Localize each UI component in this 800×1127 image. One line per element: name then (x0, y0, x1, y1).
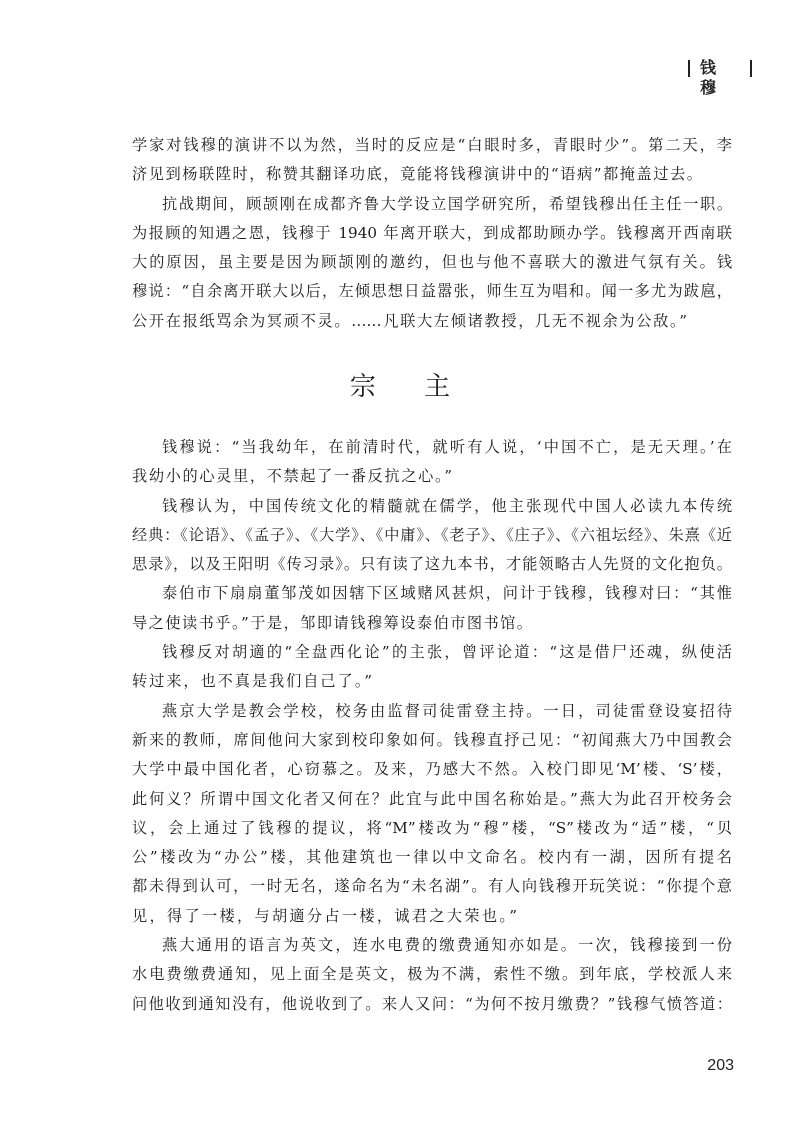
text-block-section (132, 433, 732, 1019)
text-line: 济见到杨联陞时，称赞其翻译功底，竟能将钱穆演讲中的“语病”都掩盖过去。 (132, 165, 702, 184)
text-line: 公开在报纸骂余为冥顽不灵。……凡联大左倾诸教授，几无不视余为公敌。” (132, 311, 687, 330)
section-heading: 宗 主 (349, 372, 471, 402)
text-line: 此何义？所谓中国文化者又何在？此宜与此中国名称始是。”燕大为此召开校务会 (132, 789, 732, 808)
header-left-rule (688, 60, 690, 77)
chapter-title: 钱 穆 (700, 58, 723, 97)
text-line: 燕大通用的语言为英文，连水电费的缴费通知亦如是。一次，钱穆接到一份 (162, 936, 732, 955)
text-line: 钱穆认为，中国传统文化的精髓就在儒学，他主张现代中国人必读九本传统 (162, 496, 732, 515)
text-line: 都未得到认可，一时无名，遂命名为“未名湖”。有人向钱穆开玩笑说：“你提个意 (132, 877, 732, 896)
text-line: 泰伯市下扇扇董邹茂如因辖下区域赌风甚炽，问计于钱穆，钱穆对曰：“其惟 (162, 584, 732, 603)
text-line: 为报顾的知遇之恩，钱穆于 1940 年离开联大，到成都助顾办学。钱穆离开西南联 (132, 223, 732, 242)
text-line: 导之使读书乎。”于是，邹即请钱穆筹设泰伯市图书馆。 (132, 613, 532, 632)
text-line: 经典：《论语》、《孟子》、《大学》、《中庸》、《老子》、《庄子》、《六祖坛经》、朱熹《近 (132, 525, 732, 544)
text-line: 学家对钱穆的演讲不以为然，当时的反应是“白眼时多，青眼时少”。第二天，李 (132, 136, 732, 154)
text-line: 问他收到通知没有，他说收到了。来人又问：“为何不按月缴费？”钱穆气愤答道： (132, 994, 732, 1013)
text-line: 公”楼改为“办公”楼，其他建筑也一律以中文命名。校内有一湖，因所有提名 (132, 848, 732, 867)
text-line: 穆说：“自余离开联大以后，左倾思想日益嚣张，师生互为唱和。闻一多尤为跋扈， (132, 282, 732, 301)
text-line: 见，得了一楼，与胡適分占一楼，诚君之大荣也。” (132, 906, 517, 925)
text-line: 议，会上通过了钱穆的提议，将“M”楼改为“穆”楼，“S”楼改为“适”楼，“贝 (132, 818, 732, 837)
text-line: 新来的教师，席间他问大家到校印象如何。钱穆直抒己见：“初闻燕大乃中国教会 (132, 730, 732, 749)
text-line: 大的原因，虽主要是因为顾颉刚的邀约，但也与他不喜联大的激进气氛有关。钱 (132, 253, 732, 272)
header-right-rule (750, 60, 752, 77)
text-line: 转过来，也不真是我们自己了。” (132, 672, 372, 691)
text-line: 水电费缴费通知，见上面全是英文，极为不满，索性不缴。到年底，学校派人来 (132, 965, 732, 984)
text-line: 我幼小的心灵里，不禁起了一番反抗之心。” (132, 467, 452, 486)
text-line: 钱穆反对胡適的“全盘西化论”的主张，曾评论道：“这是借尸还魂，纵使活 (162, 643, 732, 662)
text-line: 大学中最中国化者，心窃慕之。及来，乃感大不然。入校门即见‘M’楼、‘S’楼， (132, 760, 732, 779)
text-line: 钱穆说：“当我幼年，在前清时代，就听有人说，‘中国不亡，是无天理。’在 (162, 438, 732, 456)
text-line: 燕京大学是教会学校，校务由监督司徒雷登主持。一日，司徒雷登设宴招待 (162, 701, 732, 720)
running-header (0, 58, 800, 97)
text-line: 抗战期间，顾颉刚在成都齐鲁大学设立国学研究所，希望钱穆出任主任一职。 (162, 194, 732, 213)
page-number: 203 (707, 1057, 734, 1074)
text-line: 思录》，以及王阳明《传习录》。只有读了这九本书，才能领略古人先贤的文化抱负。 (132, 555, 732, 574)
text-block-continuation (132, 131, 732, 336)
